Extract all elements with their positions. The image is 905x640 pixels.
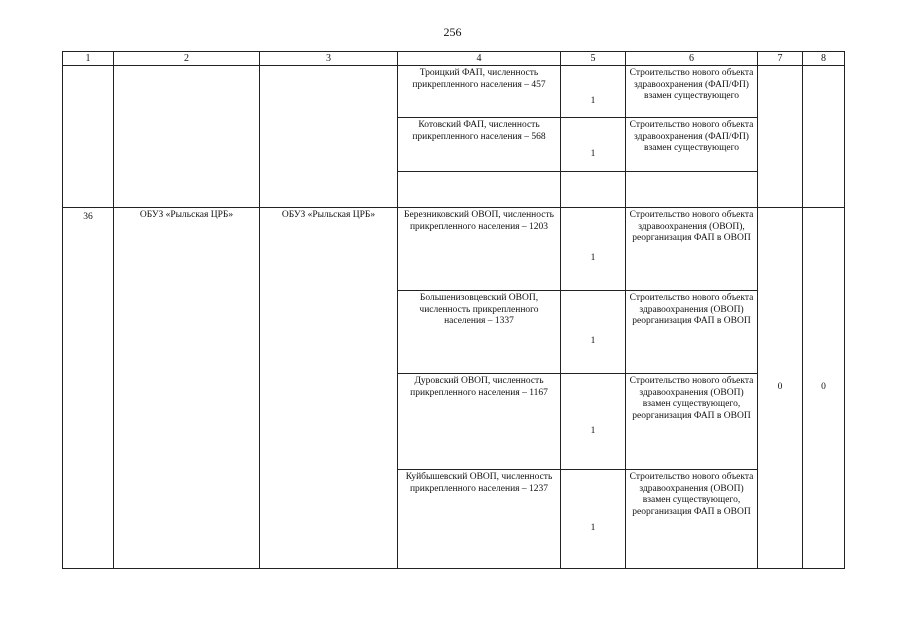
work-cell: Строительство нового объекта здравоохранения (ФАП/ФП) взамен существующего	[626, 66, 758, 118]
count-cell	[561, 291, 626, 374]
org-cell	[114, 208, 260, 569]
row-number: 36	[63, 208, 114, 569]
work-cell-empty	[626, 172, 758, 208]
facility-cell: Троицкий ФАП, численность прикрепленного населения – 457	[398, 66, 561, 118]
header-col-8: 8	[803, 52, 845, 66]
org-name: ОБУЗ «Рыльская ЦРБ»	[139, 210, 234, 220]
count-cell-empty	[561, 172, 626, 208]
header-col-2: 2	[114, 52, 260, 66]
org-cell	[260, 208, 398, 569]
facility-cell: Березниковский ОВОП, численность прикрепленного населения – 1203	[398, 208, 561, 291]
facilities-table	[62, 51, 845, 569]
count-cell	[561, 66, 626, 118]
header-col-3: 3	[260, 52, 398, 66]
count-value: 1	[590, 336, 596, 347]
facility-cell: Большенизовцевский ОВОП, численность прикрепленного населения – 1337	[398, 291, 561, 374]
facility-cell: Котовский ФАП, численность прикрепленного населения – 568	[398, 118, 561, 172]
count-value: 1	[590, 425, 596, 436]
table-row	[63, 208, 845, 291]
num-cell-empty	[63, 66, 114, 208]
work-cell: Строительство нового объекта здравоохранения (ОВОП) взамен существующего, реорганизация ФАП в ОВОП	[626, 374, 758, 470]
org-cell-empty	[114, 66, 260, 208]
count-cell	[561, 374, 626, 470]
header-col-4: 4	[398, 52, 561, 66]
count-value: 1	[590, 95, 596, 106]
page-number: 256	[443, 25, 462, 39]
count-cell	[561, 208, 626, 291]
work-cell: Строительство нового объекта здравоохранения (ОВОП) взамен существующего, реорганизация ФАП в ОВОП	[626, 470, 758, 569]
header-col-7: 7	[758, 52, 803, 66]
work-cell: Строительство нового объекта здравоохранения (ОВОП), реорганизация ФАП в ОВОП	[626, 208, 758, 291]
header-col-1: 1	[63, 52, 114, 66]
work-cell: Строительство нового объекта здравоохранения (ОВОП) реорганизация ФАП в ОВОП	[626, 291, 758, 374]
col8-value: 0	[803, 208, 845, 569]
count-cell	[561, 470, 626, 569]
col7-cell-empty	[758, 66, 803, 208]
count-cell	[561, 118, 626, 172]
facility-cell: Куйбышевский ОВОП, численность прикрепленного населения – 1237	[398, 470, 561, 569]
table-header-row	[63, 52, 845, 66]
col7-value: 0	[758, 208, 803, 569]
work-cell: Строительство нового объекта здравоохранения (ФАП/ФП) взамен существующего	[626, 118, 758, 172]
facility-cell-empty	[398, 172, 561, 208]
count-value: 1	[590, 523, 596, 534]
count-value: 1	[590, 253, 596, 264]
org-cell-empty	[260, 66, 398, 208]
org-name: ОБУЗ «Рыльская ЦРБ»	[281, 210, 376, 220]
header-col-6: 6	[626, 52, 758, 66]
facility-cell: Дуровский ОВОП, численность прикрепленного населения – 1167	[398, 374, 561, 470]
count-value: 1	[590, 148, 596, 159]
header-col-5: 5	[561, 52, 626, 66]
col8-cell-empty	[803, 66, 845, 208]
table-row	[63, 66, 845, 118]
